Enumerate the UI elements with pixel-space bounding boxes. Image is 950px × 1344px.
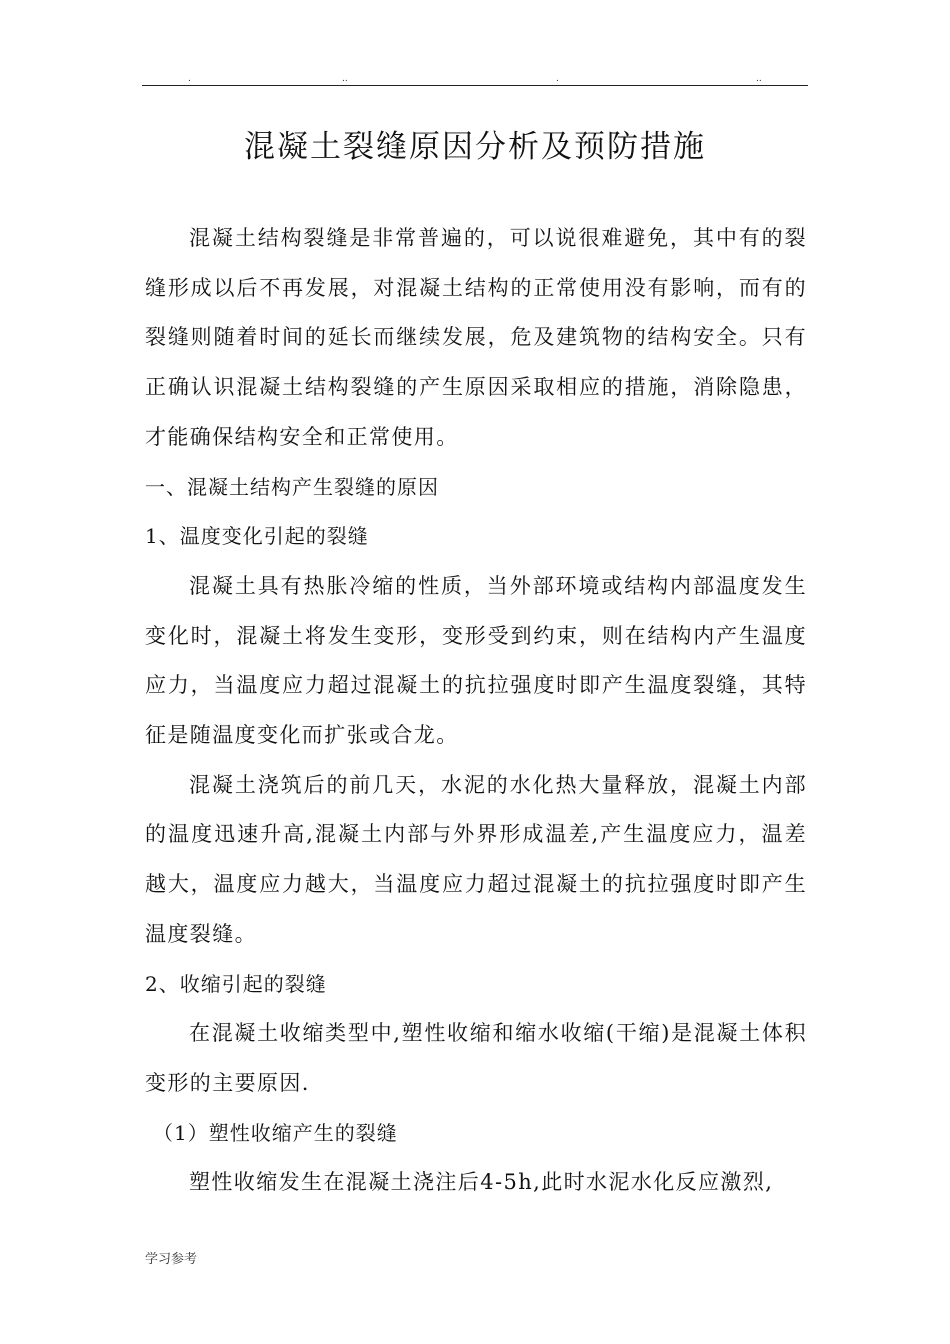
- body-paragraph: 在混凝土收缩类型中,塑性收缩和缩水收缩(干缩)是混凝土体积变形的主要原因.: [145, 1021, 807, 1095]
- header-mark: .: [556, 74, 559, 84]
- header-rule: [142, 85, 808, 86]
- subsection-heading: 1、温度变化引起的裂缝: [145, 524, 369, 549]
- body-paragraph: 塑性收缩发生在混凝土浇注后4-5h,此时水泥水化反应激烈,: [189, 1170, 774, 1195]
- page-footer: 学习参考: [145, 1252, 198, 1267]
- document-body: [145, 214, 807, 1208]
- header-mark: ..: [342, 74, 348, 84]
- section-heading: 一、混凝土结构产生裂缝的原因: [145, 474, 439, 499]
- subsection-heading: 2、收缩引起的裂缝: [145, 971, 327, 996]
- intro-paragraph: 混凝土结构裂缝是非常普遍的，可以说很难避免，其中有的裂缝形成以后不再发展，对混凝土结构的正常使用没有影响，而有的裂缝则随着时间的延长而继续发展，危及建筑物的结构安全。只有正确认识混凝土结构裂缝的产生原因采取相应的措施，消除隐患，才能确保结构安全和正常使用。: [145, 226, 807, 449]
- document-title: 混凝土裂缝原因分析及预防措施: [244, 128, 706, 165]
- body-paragraph: 混凝土浇筑后的前几天，水泥的水化热大量释放，混凝土内部的温度迅速升高,混凝土内部与外界形成温差,产生温度应力，温差越大，温度应力越大，当温度应力超过混凝土的抗拉强度时即产生温度裂缝。: [145, 772, 807, 946]
- item-heading: （1）塑性收缩产生的裂缝: [153, 1120, 398, 1145]
- header-mark: .: [188, 74, 191, 84]
- header-mark: ..: [756, 74, 762, 84]
- body-paragraph: 混凝土具有热胀冷缩的性质，当外部环境或结构内部温度发生变化时，混凝土将发生变形，变形受到约束，则在结构内产生温度应力，当温度应力超过混凝土的抗拉强度时即产生温度裂缝，其特征是随温度变化而扩张或合龙。: [145, 573, 807, 748]
